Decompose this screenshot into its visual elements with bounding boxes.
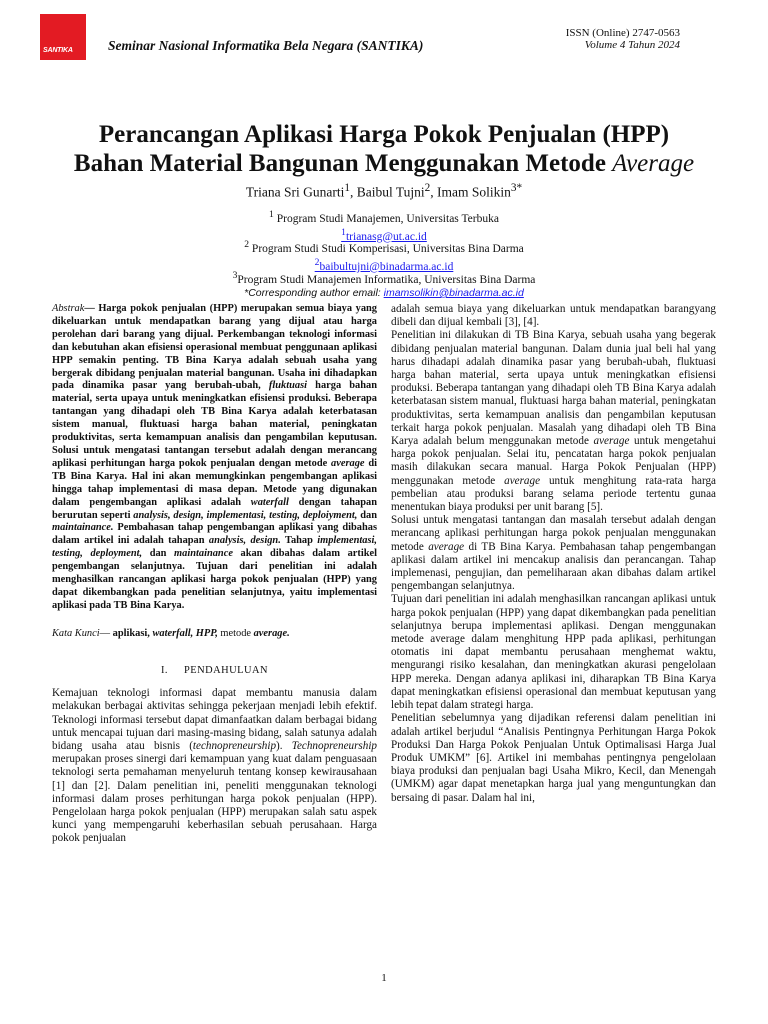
corresponding-email-link[interactable]: imamsolikin@binadarma.ac.id (383, 286, 524, 299)
author-email-link[interactable]: $^1$trianasg@ut.ac.id (341, 226, 427, 243)
title-line-2-text: Bahan Material Bangunan Menggunakan Metode (73, 150, 606, 177)
issn-number: ISSN (Online) 2747-0563 (565, 27, 680, 39)
corresponding-author: *Corresponding author email: imamsolikin@binadarma.ac.id (244, 286, 524, 299)
author-sep: , (430, 184, 438, 200)
author-name: Baibul Tujni (356, 184, 425, 200)
body-paragraph: Solusi untuk mengatasi tantangan dan masalah tersebut adalah dengan merancang aplikasi perhitungan harga pokok penjualan menggunakan metode average di TB Bina Karya. Pembahasan tahap pengembangan aplikasi dalam artikel ini mencakup analisis dan perancangan. Tahap implemenasi, pengujian, dan pemeliharaan akan dibahas dalam artikel pengembangan selanjutnya. (391, 514, 716, 593)
left-column (52, 303, 377, 846)
intro-paragraph: Kemajuan teknologi informasi dapat membantu manusia dalam melakukan berbagai aktivitas sehingga pekerjaan menjadi lebih efektif. Teknologi informasi tersebut dapat dimanfaatkan dalam berbagai bidang untuk mencapai tujuan dari masing-masing bidang, salah satunya adalah bidang usaha atau bisnis (technopreneurship). Technopreneurship merupakan proses sinergi dari kemampuan yang kuat dalam penguasaan teknologi serta pemahaman menyeluruh tentang konsep kewirausahaan [1] dan [2]. Dalam penelitian ini, peneliti menggunakan teknologi informasi dalam proses perhitungan harga pokok penjualan (HPP). Pengelolaan harga pokok penjualan (HPP) merupakan salah satu aspek kunci yang mempengaruhi keberhasilan sebuah perusahaan. Harga pokok penjualan (52, 687, 377, 845)
aff-name: Program Studi Studi Komperisasi, Universitas Bina Darma (249, 242, 524, 255)
seminar-title: Seminar Nasional Informatika Bela Negara (SANTIKA) (108, 38, 424, 53)
abstract: Abstrak— Harga pokok penjualan (HPP) merupakan semua biaya yang dikeluarkan untuk mendapatkan barang yang dijual atau harga perolehan dari barang yang dijual. Perkembangan teknologi informasi dan kebutuhan akan efisiensi operasional membuat penggunaan aplikasi HPP semakin penting. TB Bina Karya adalah sebuah usaha yang bergerak dibidang penjualan material bangunan. Usaha ini dihadapkan pada dinamika pasar yang berubah-ubah, fluktuasi harga bahan material, serta upaya untuk meningkatkan efisiensi produksi. Beberapa tantangan yang dihadapi oleh TB Bina Karya adalah keterbatasan sistem manual, fluktuasi harga bahan material, peningkatan produktivitas, serta kemampuan analisis dan pengambilan keputusan. Solusi untuk mengatasi tantangan tersebut adalah dengan merancang aplikasi perhitungan harga pokok penjualan dengan metode average di TB Bina Karya. Hal ini akan memungkinkan pengembangan aplikasi hingga tahap implementasi di masa depan. Metode yang digunakan dalam pengembangan aplikasi adalah waterfall dengan tahapan berurutan seperti analysis, design, implementasi, testing, deploiyment, dan maintainance. Pembahasan tahap pengembangan aplikasi yang dibahas dalam artikel ini adalah tahapan analysis, design. Tahap implementasi, testing, deployment, dan maintainance akan dibahas dalam artikel pengembangan selanjutnya. Tujuan dari penelitian ini adalah menghasilkan rancangan aplikasi harga pokok penjualan (HPP) yang dapat dikembangkan pada penelitian selanjutnya, yaitu implementasi aplikasi pada TB Bina Karya. (52, 303, 378, 611)
body-paragraph: Tujuan dari penelitian ini adalah menghasilkan rancangan aplikasi untuk harga pokok penjualan (HPP) yang dapat dikembangkan pada penelitian selanjutnya berupa implementasi aplikasi. Dengan menggunakan metode average dalam menghitung HPP pada aplikasi, perhitungan otomatis ini dapat membantu perusahaan menghemat waktu, mengurangi risiko kesalahan, dan meningkatkan akurasi pengelolaan HPP mereka. Dengan adanya aplikasi ini, diharapkan TB Bina Karya dapat meningkatkan efisiensi operasional dan membuat keputusan yang lebih tepat dalam strategi harga. (391, 593, 716, 712)
aff-sup: 3 (232, 270, 238, 281)
affiliation-3 (0, 269, 768, 300)
page-number: 1 (381, 972, 387, 984)
keywords: Kata Kunci— aplikasi, waterfall, HPP, metode average. (52, 627, 290, 639)
author-name: Triana Sri Gunarti (245, 184, 345, 200)
body-paragraph: Penelitian sebelumnya yang dijadikan referensi dalam penelitian ini adalah artikel berjudul “Analisis Pentingnya Perhitungan Harga Pokok Produksi Dan Harga Pokok Penjualan Untuk Optimalisasi Harga Jual Produk UMKM” [6]. Artikel ini membahas pentingnya pengelolaan biaya produksi dan penjualan bagi Usaha Mikro, Kecil, dan Menengah (UMKM) agar dapat menetapkan harga jual yang menguntungkan dan bersaing di pasar. Dalam hal ini, (391, 712, 716, 804)
aff-name: Program Studi Manajemen Informatika, Universitas Bina Darma (237, 273, 536, 286)
author-sup: 2 (424, 182, 431, 194)
title-line-2 (0, 149, 768, 178)
aff-name: Program Studi Manajemen, Universitas Terbuka (273, 212, 499, 225)
author-name: Imam Solikin (437, 184, 511, 200)
section-heading: I. PENDAHULUAN (160, 664, 269, 676)
body-paragraph: Penelitian ini dilakukan di TB Bina Karya, sebuah usaha yang begerak dibidang penjualan material bangunan. Dalam dunia jual beli hal yang harus dihadapi adalah dinamika pasar yang berubah-ubah, fluktuasi harga bahan material, serta upaya untuk meningkatkan efisiensi produksi. Beberapa tantangan yang dihadapi oleh TB Bina Karya adalah keterbatasan sistem manual, fluktuasi harga bahan material, peningkatan produktivitas, serta kemampuan analisis dan pengambilan keputusan terkait harga pokok penjualan. Masalah yang dihadapi oleh TB Bina Karya adalah belum menggunakan metode average untuk mengetahui harga pokok penjualan. Selai itu, pencatatan harga pokok penjualan masih dilakukan secara manual. Harga Pokok Penjualan (HPP) menggunakan metode average untuk menghitung rata-rata harga pembelian atau produksi barang selama periode tertentu gunaa menentukan biaya produksi per unit barang [5]. (391, 329, 716, 514)
santika-logo (40, 14, 86, 60)
body-paragraph: adalah semua biaya yang dikeluarkan untuk mendapatkan barangyang dibeli dan dijual kembali [3], [4]. (391, 303, 716, 329)
author-sup: 1 (344, 182, 350, 194)
right-column (391, 303, 716, 805)
title-italic: Average (612, 150, 695, 177)
aff-sup: 2 (244, 239, 250, 250)
logo-text: SANTIKA (43, 47, 73, 54)
title-line-1: Perancangan Aplikasi Harga Pokok Penjualan (HPP) (98, 121, 670, 148)
issn-block (566, 27, 680, 51)
aff-sup: 1 (269, 209, 274, 220)
author-sep: , (349, 184, 357, 200)
author-sup: 3* (510, 182, 523, 194)
author-email-link[interactable]: $^2$baibultujni@binadarma.ac.id (314, 256, 454, 273)
author-list (0, 182, 768, 201)
paper-title (0, 120, 768, 178)
volume-year: Volume 4 Tahun 2024 (584, 39, 680, 51)
